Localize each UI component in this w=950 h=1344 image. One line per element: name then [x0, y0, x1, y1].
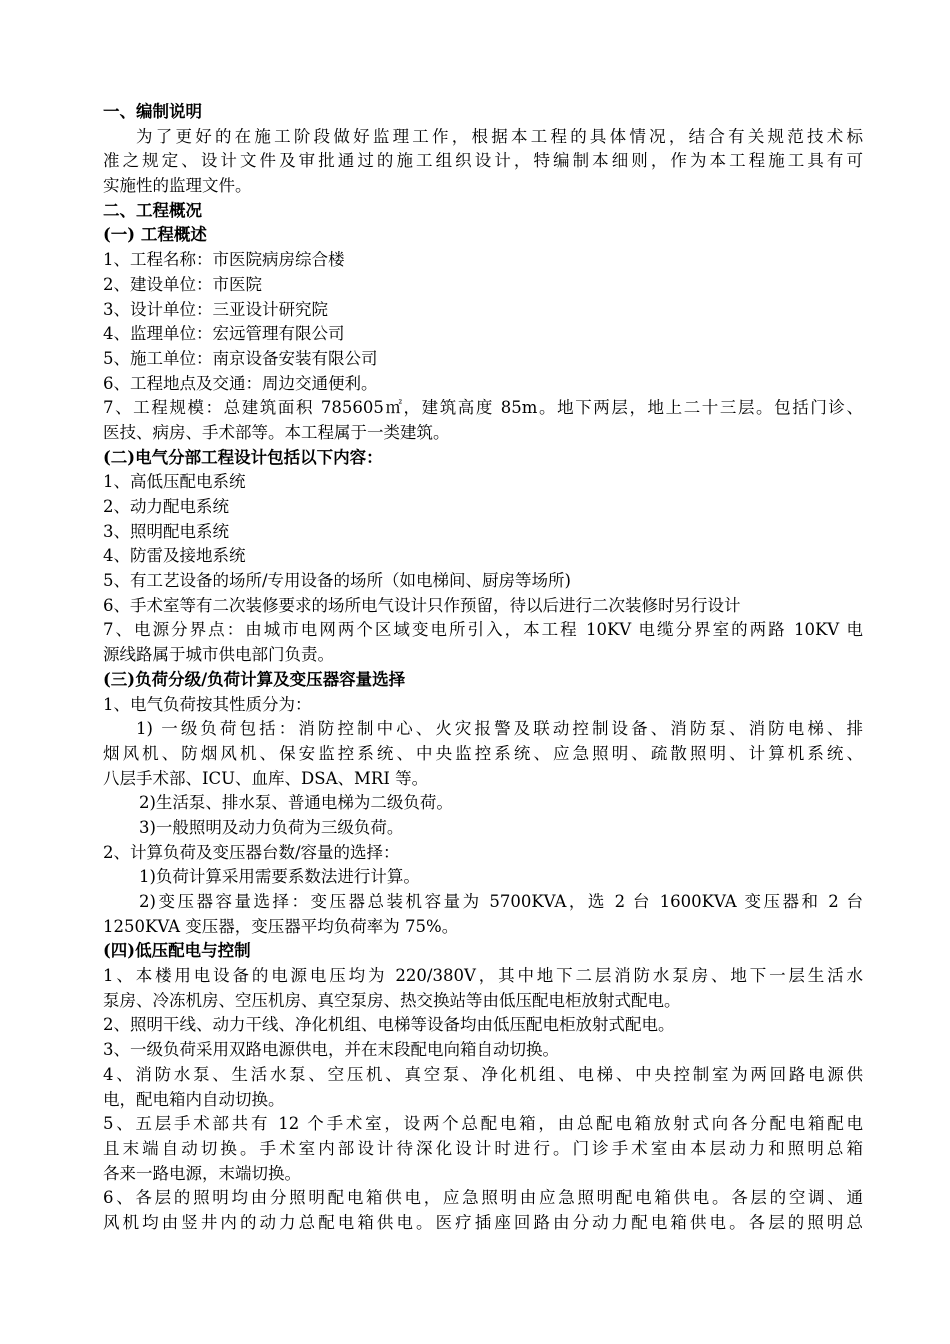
- sub-list-item: 1)负荷计算采用需要系数法进行计算。: [139, 867, 420, 887]
- list-item: 6、各层的照明均由分照明配电箱供电，应急照明由应急照明配电箱供电。各层的空调、通: [103, 1188, 863, 1208]
- paragraph-line: 风机均由竖井内的动力总配电箱供电。医疗插座回路由分动力配电箱供电。各层的照明总: [103, 1212, 863, 1232]
- paragraph-line: 源线路属于城市供电部门负责。: [103, 645, 334, 665]
- list-item: 1、工程名称：市医院病房综合楼: [103, 250, 345, 270]
- list-item: 6、工程地点及交通：周边交通便利。: [103, 373, 378, 393]
- sub-list-item: 2)生活泵、排水泵、普通电梯为二级负荷。: [139, 793, 453, 813]
- paragraph-line: 实施性的监理文件。: [103, 176, 252, 196]
- list-item: 5、有工艺设备的场所/专用设备的场所（如电梯间、厨房等场所): [103, 571, 571, 591]
- list-item: 4、消防水泵、生活水泵、空压机、真空泵、净化机组、电梯、中央控制室为两回路电源供: [103, 1064, 863, 1084]
- list-item: 2、计算负荷及变压器台数/容量的选择：: [103, 842, 400, 862]
- list-item: 7、电源分界点：由城市电网两个区域变电所引入，本工程 10KV 电缆分界室的两路 10KV 电: [103, 620, 863, 640]
- subheading-overview: (一) 工程概述: [103, 225, 207, 245]
- list-item: 3、照明配电系统: [103, 521, 229, 541]
- subheading-load-classification: (三)负荷分级/负荷计算及变压器容量选择: [103, 669, 406, 689]
- paragraph-line: 烟风机、防烟风机、保安监控系统、中央监控系统、应急照明、疏散照明、计算机系统、: [103, 743, 863, 763]
- list-item: 3、设计单位：三亚设计研究院: [103, 299, 328, 319]
- list-item: 6、手术室等有二次装修要求的场所电气设计只作预留，待以后进行二次装修时另行设计: [103, 595, 741, 615]
- list-item: 5、施工单位：南京设备安装有限公司: [103, 348, 378, 368]
- list-item: 7、工程规模：总建筑面积 785605㎡，建筑高度 85m。地下两层，地上二十三层。包括门诊、: [103, 398, 863, 418]
- list-item: 3、一级负荷采用双路电源供电，并在末段配电向箱自动切换。: [103, 1040, 559, 1060]
- list-item: 2、建设单位：市医院: [103, 274, 262, 294]
- heading-section-1: 一、编制说明: [103, 102, 202, 121]
- list-item: 4、监理单位：宏远管理有限公司: [103, 324, 345, 344]
- list-item: 2、照明干线、动力干线、净化机组、电梯等设备均由低压配电柜放射式配电。: [103, 1015, 675, 1035]
- list-item: 1、电气负荷按其性质分为：: [103, 694, 312, 714]
- sub-list-item: 1) 一级负荷包括：消防控制中心、火灾报警及联动控制设备、消防泵、消防电梯、排: [136, 719, 863, 739]
- subheading-low-voltage: (四)低压配电与控制: [103, 941, 251, 961]
- paragraph-line: 准之规定、设计文件及审批通过的施工组织设计，特编制本细则，作为本工程施工具有可: [103, 151, 863, 171]
- paragraph-line: 泵房、冷冻机房、空压机房、真空泵房、热交换站等由低压配电柜放射式配电。: [103, 990, 681, 1010]
- list-item: 5、五层手术部共有 12 个手术室，设两个总配电箱，由总配电箱放射式向各分配电箱配电: [103, 1114, 863, 1134]
- paragraph-line: 为了更好的在施工阶段做好监理工作，根据本工程的具体情况，结合有关规范技术标: [136, 126, 863, 146]
- paragraph-line: 医技、病房、手术部等。本工程属于一类建筑。: [103, 422, 450, 442]
- paragraph-line: 且末端自动切换。手术室内部设计待深化设计时进行。门诊手术室由本层动力和照明总箱: [103, 1138, 863, 1158]
- paragraph-line: 电，配电箱内自动切换。: [103, 1089, 285, 1109]
- paragraph-line: 1250KVA 变压器，变压器平均负荷率为 75%。: [103, 916, 459, 936]
- subheading-electrical-design: (二)电气分部工程设计包括以下内容：: [103, 447, 383, 467]
- document-page: [103, 100, 863, 1236]
- paragraph-line: 各来一路电源，末端切换。: [103, 1163, 301, 1183]
- list-item: 1、本楼用电设备的电源电压均为 220/380V，其中地下二层消防水泵房、地下一层生活水: [103, 966, 863, 986]
- sub-list-item: 2)变压器容量选择：变压器总装机容量为 5700KVA，选 2 台 1600KVA 变压器和 2 台: [139, 892, 863, 911]
- list-item: 1、高低压配电系统: [103, 472, 246, 492]
- list-item: 2、动力配电系统: [103, 497, 229, 516]
- heading-section-2: 二、工程概况: [103, 200, 202, 220]
- sub-list-item: 3)一般照明及动力负荷为三级负荷。: [139, 817, 404, 837]
- paragraph-line: 八层手术部、ICU、血库、DSA、MRI 等。: [103, 768, 429, 788]
- list-item: 4、防雷及接地系统: [103, 546, 246, 566]
